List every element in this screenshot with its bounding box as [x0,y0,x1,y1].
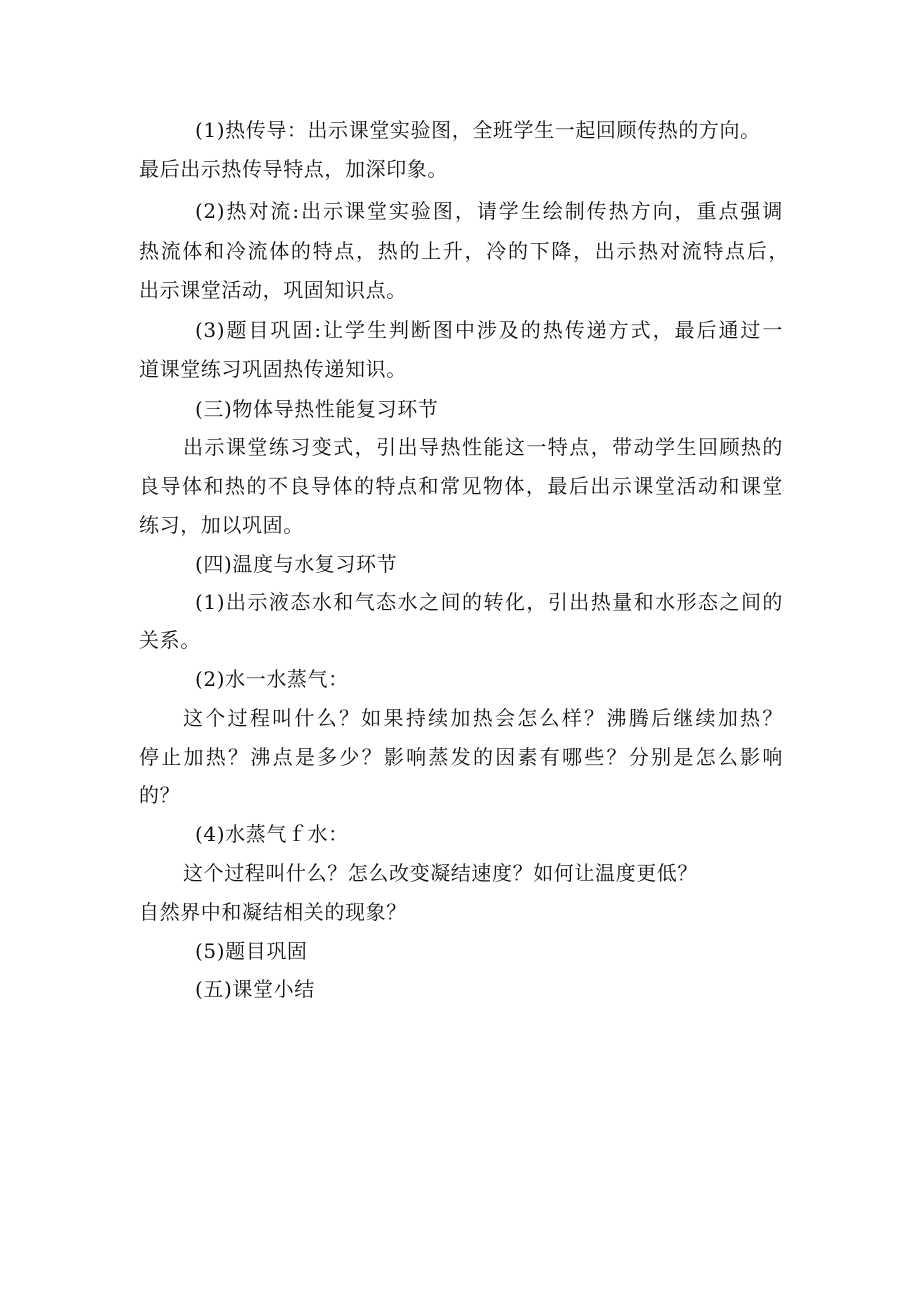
paragraph-line: 这个过程叫什么？怎么改变凝结速度？如何让温度更低？ [183,861,698,885]
paragraph-line: (3)题目巩固:让学生判断图中涉及的热传递方式，最后通过一 [195,318,783,342]
paragraph-line: 出示课堂练习变式，引出导热性能这一特点，带动学生回顾热的 [183,435,783,459]
paragraph-line: (5)题目巩固 [195,939,308,963]
paragraph-line: 热流体和冷流体的特点，热的上升，冷的下降，出示热对流特点后， [139,239,789,263]
paragraph-line: (2)水一水蒸气： [195,667,349,691]
section-heading: (五)课堂小结 [195,977,315,1001]
paragraph-line: 停止加热？沸点是多少？影响蒸发的因素有哪些？分别是怎么影响 [139,745,783,769]
paragraph-line: 最后出示热传导特点，加深印象。 [139,157,448,181]
paragraph-line: 这个过程叫什么？如果持续加热会怎么样？沸腾后继续加热？ [183,706,783,730]
paragraph-line: 自然界中和凝结相关的现象？ [139,900,407,924]
section-heading: (四)温度与水复习环节 [195,552,398,576]
paragraph-line: 道课堂练习巩固热传递知识。 [139,357,407,381]
paragraph-line: 练习，加以巩固。 [139,513,304,537]
paragraph-line: 的？ [139,783,181,807]
paragraph-line: (1)出示液态水和气态水之间的转化，引出热量和水形态之间的 [195,590,783,614]
paragraph-line: (2)热对流:出示课堂实验图，请学生绘制传热方向，重点强调 [195,199,783,223]
paragraph-line: (4)水蒸气ｆ水： [195,822,349,846]
section-heading: (三)物体导热性能复习环节 [195,397,439,421]
paragraph-line: 关系。 [139,628,201,652]
paragraph-line: 出示课堂活动，巩固知识点。 [139,278,407,302]
paragraph-line: 良导体和热的不良导体的特点和常见物体，最后出示课堂活动和课堂 [139,474,783,498]
paragraph-line: (1)热传导：出示课堂实验图，全班学生一起回顾传热的方向。 [195,118,761,142]
